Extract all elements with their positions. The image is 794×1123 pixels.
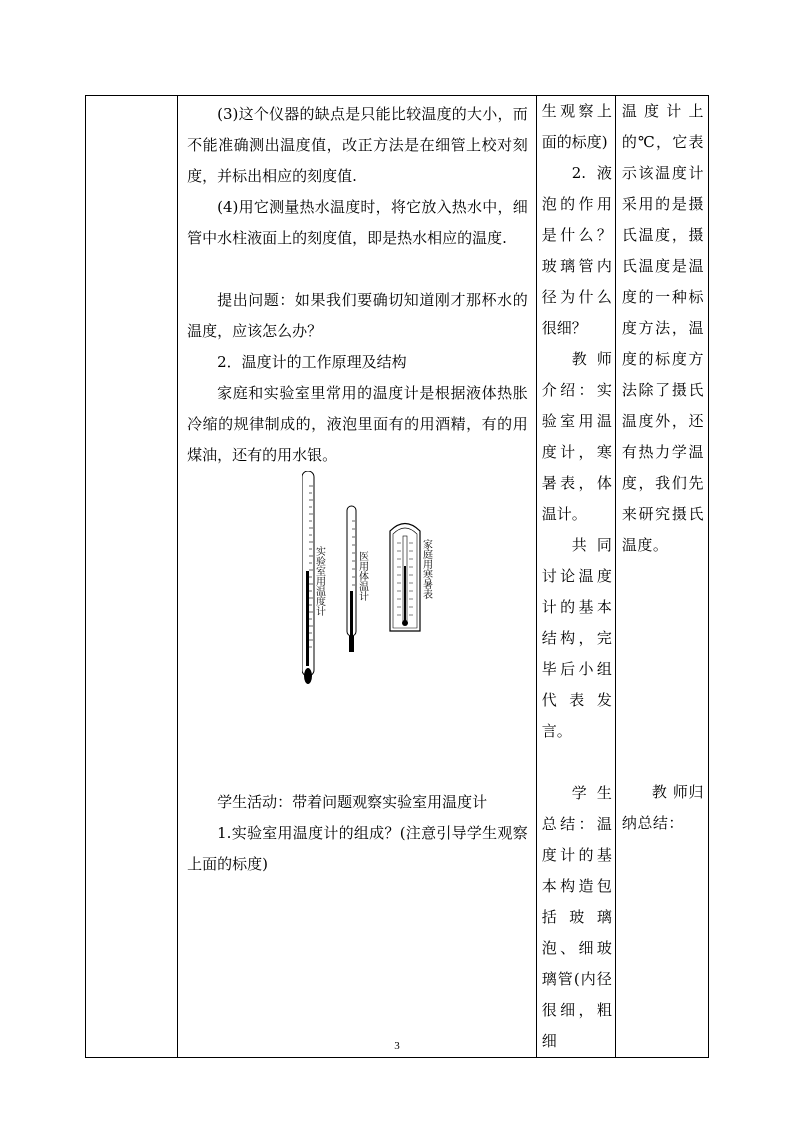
note-text-1: 温度计上的℃，它表示该温度计采用的是摄氏温度，摄氏温度是温度的一种标度方法，温度的标度方法除了摄氏温度外，还有热力学温度，我们先来研究摄氏温度。	[621, 102, 704, 554]
lab-thermometer-icon	[302, 471, 314, 684]
label-medical-thermometer: 医用体温计	[356, 551, 368, 601]
table-cell-activity	[536, 96, 615, 1058]
activity-text-5: 学生总结：温度计的基本构造包括玻璃泡、细玻璃管(内径很细，粗细	[541, 784, 612, 1050]
activity-text-2: 2.液泡的作用是什么？玻璃管内径为什么很细？	[541, 164, 612, 337]
table-cell-left-blank	[86, 96, 178, 1058]
activity-text-4: 共同讨论温度计的基本结构，完毕后小组代表发言。	[541, 536, 612, 740]
spacer	[542, 747, 612, 778]
thermometer-illustration	[302, 471, 442, 691]
medical-thermometer-icon	[347, 506, 356, 652]
paragraph-question-1: 1.实验室用温度计的组成？(注意引导学生观察上面的标度)	[187, 824, 528, 873]
paragraph-step-4: (4)用它测量热水温度时，将它放入热水中，细管中水柱液面上的刻度值，即是热水相应的温度.	[187, 198, 528, 247]
section-heading-principle: 2．温度计的工作原理及结构	[217, 353, 407, 371]
paragraph-student-activity: 学生活动：带着问题观察实验室用温度计	[217, 793, 488, 811]
paragraph-principle: 家庭和实验室里常用的温度计是根据液体热胀冷缩的规律制成的，液泡里面有的用酒精，有的用煤油，还有的用水银。	[187, 384, 528, 464]
note-text-2: 教 师归纳总结：	[621, 783, 704, 832]
activity-text-3: 教师介绍：实验室用温度计，寒暑表，体温计。	[541, 350, 612, 523]
activity-text-1: 生观察上面的标度)	[541, 102, 612, 151]
page-number: 3	[394, 1040, 400, 1052]
lesson-table	[85, 95, 709, 1058]
paragraph-step-3: (3)这个仪器的缺点是只能比较温度的大小，而不能准确测出温度值，改正方法是在细管上校对刻度，并标出相应的刻度值.	[187, 105, 528, 185]
table-row	[86, 96, 709, 1058]
household-thermometer-icon	[390, 524, 420, 632]
table-cell-main-content	[178, 96, 537, 1058]
table-cell-design-notes	[615, 96, 708, 1058]
label-lab-thermometer: 实验室用温度计	[313, 546, 325, 616]
paragraph-question: 提出问题：如果我们要确切知道刚才那杯水的温度，应该怎么办？	[187, 291, 528, 340]
spacer	[622, 561, 704, 777]
label-household-thermometer: 家庭用寒暑表	[420, 539, 432, 599]
